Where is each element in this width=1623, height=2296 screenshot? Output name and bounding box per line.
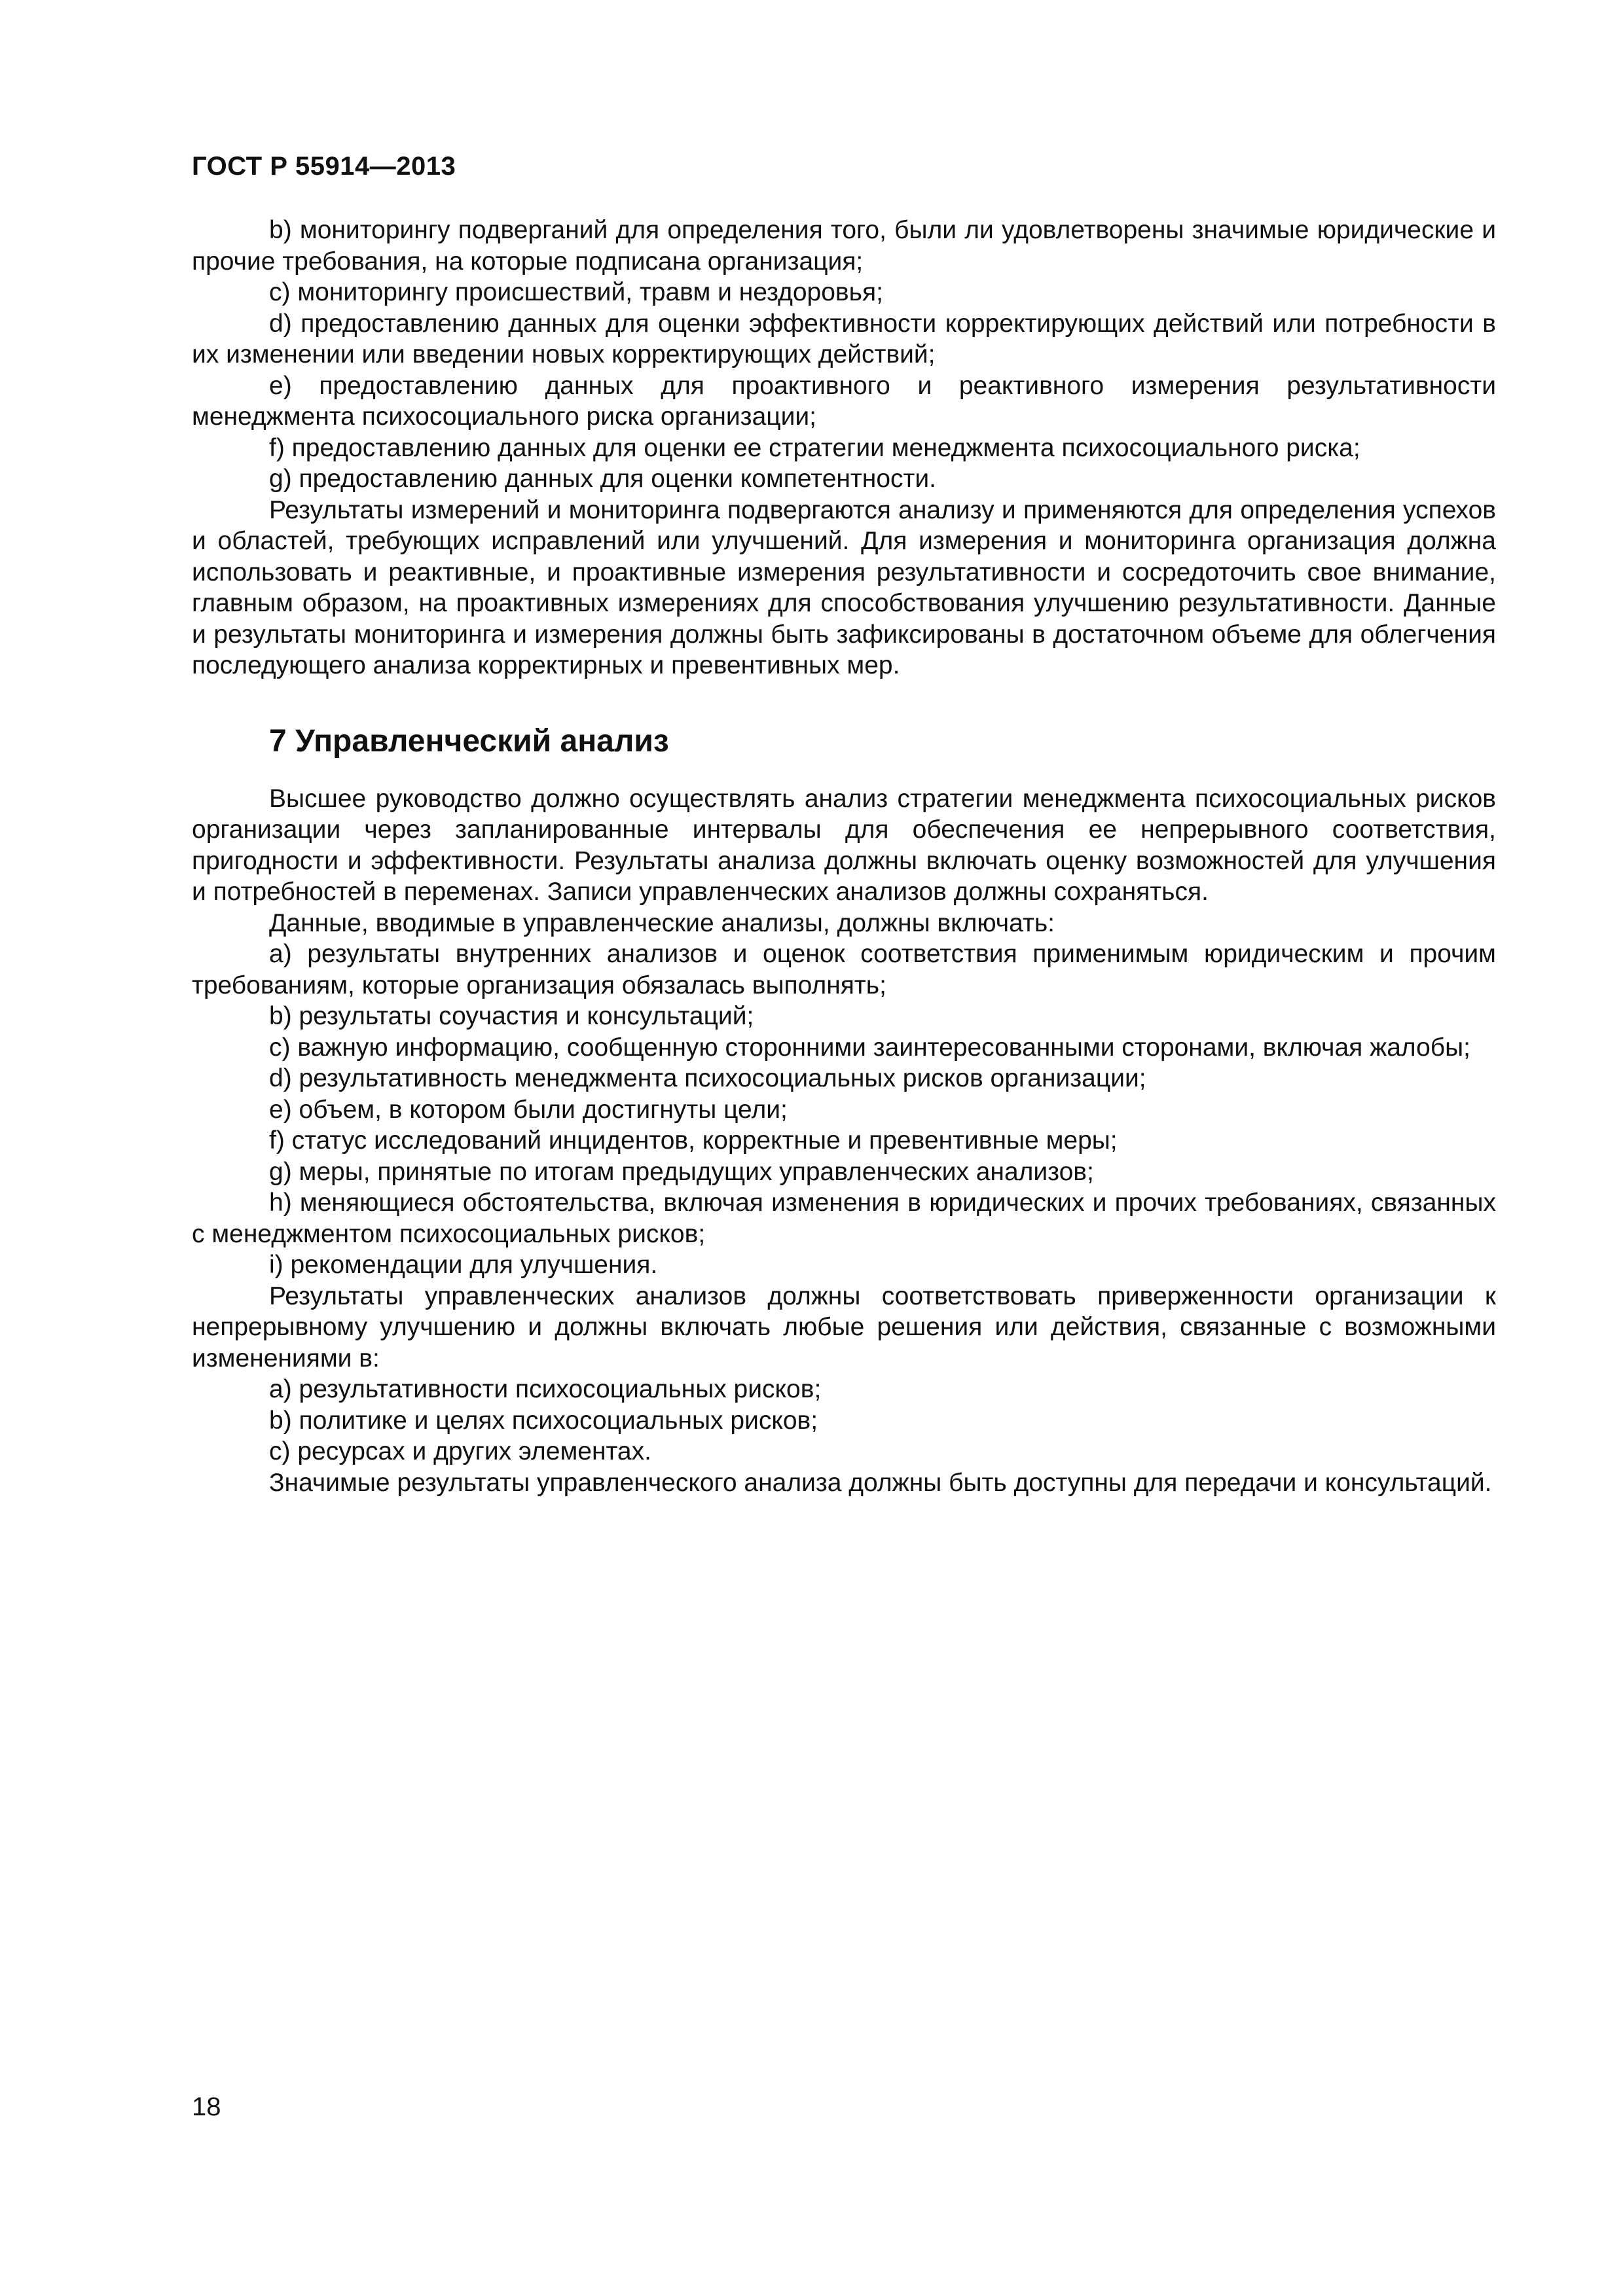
paragraph-top-management: Высшее руководство должно осуществлять анализ стратегии менеджмента психосоциальных рисков организации через запланированные интервалы для обеспечения ее непрерывного соответствия, пригодности и эффективности. Результаты анализа должны включать оценку возможностей для улучшения и потребностей в переменах. Записи управленческих анализов должны сохраняться. bbox=[192, 784, 1496, 906]
paragraph-input-i: i) рекомендации для улучшения. bbox=[269, 1251, 658, 1279]
paragraph-item-f-data: f) предоставлению данных для оценки ее стратегии менеджмента психосоциального риска; bbox=[269, 433, 1360, 462]
paragraph-input-h: h) меняющиеся обстоятельства, включая изменения в юридических и прочих требованиях, связанных с менеджментом психосоциальных рисков; bbox=[192, 1189, 1496, 1248]
paragraph-outputs-intro: Результаты управленческих анализов должны соответствовать приверженности организации к непрерывному улучшению и должны включать любые решения или действия, связанные с возможными изменениями в: bbox=[192, 1282, 1496, 1372]
paragraph-item-b-monitoring: b) мониторингу подверганий для определения того, были ли удовлетворены значимые юридические и прочие требования, на которые подписана организация; bbox=[192, 216, 1496, 276]
section-7-title: 7 Управленческий анализ bbox=[269, 723, 669, 759]
paragraph-inputs-intro: Данные, вводимые в управленческие анализы, должны включать: bbox=[269, 908, 1055, 937]
paragraph-input-a: a) результаты внутренних анализов и оценок соответствия применимым юридическим и прочим требованиям, которые организация обязалась выполнять; bbox=[192, 940, 1496, 999]
paragraph-item-d-data: d) предоставлению данных для оценки эффективности корректирующих действий или потребности в их изменении или введении новых корректирующих действий; bbox=[192, 309, 1496, 368]
page-number: 18 bbox=[192, 2092, 221, 2121]
paragraph-input-g: g) меры, принятые по итогам предыдущих управленческих анализов; bbox=[269, 1157, 1094, 1186]
paragraph-item-e-data: e) предоставлению данных для проактивного и реактивного измерения результативности менеджмента психосоциального риска организации; bbox=[192, 371, 1496, 431]
paragraph-output-a: a) результативности психосоциальных рисков; bbox=[269, 1375, 822, 1403]
paragraph-input-b: b) результаты соучастия и консультаций; bbox=[269, 1002, 754, 1030]
paragraph-item-c-monitoring: c) мониторингу происшествий, травм и нездоровья; bbox=[269, 278, 883, 306]
paragraph-input-c: c) важную информацию, сообщенную сторонними заинтересованными сторонами, включая жалобы; bbox=[269, 1033, 1470, 1062]
paragraph-significant-results: Значимые результаты управленческого анализа должны быть доступны для передачи и консультаций. bbox=[269, 1468, 1492, 1497]
paragraph-measurement-results: Результаты измерений и мониторинга подвергаются анализу и применяются для определения успехов и областей, требующих исправлений или улучшений. Для измерения и мониторинга организация должна использовать и реактивные, и проактивные измерения результативности и сосредоточить свое внимание, главным образом, на проактивных измерениях для способствования улучшению результативности. Данные и результаты мониторинга и измерения должны быть зафиксированы в достаточном объеме для облегчения последующего анализа корректирных и превентивных мер. bbox=[192, 495, 1496, 679]
paragraph-output-b: b) политике и целях психосоциальных рисков; bbox=[269, 1406, 818, 1435]
page-content bbox=[192, 215, 1496, 1498]
paragraph-input-d: d) результативность менеджмента психосоциальных рисков организации; bbox=[269, 1064, 1146, 1092]
paragraph-input-f: f) статус исследований инцидентов, корректные и превентивные меры; bbox=[269, 1126, 1118, 1155]
paragraph-input-e: e) объем, в котором были достигнуты цели; bbox=[269, 1095, 788, 1124]
document-code-header: ГОСТ Р 55914—2013 bbox=[192, 152, 456, 181]
paragraph-item-g-data: g) предоставлению данных для оценки компетентности. bbox=[269, 465, 936, 493]
paragraph-output-c: c) ресурсах и других элементах. bbox=[269, 1437, 651, 1465]
